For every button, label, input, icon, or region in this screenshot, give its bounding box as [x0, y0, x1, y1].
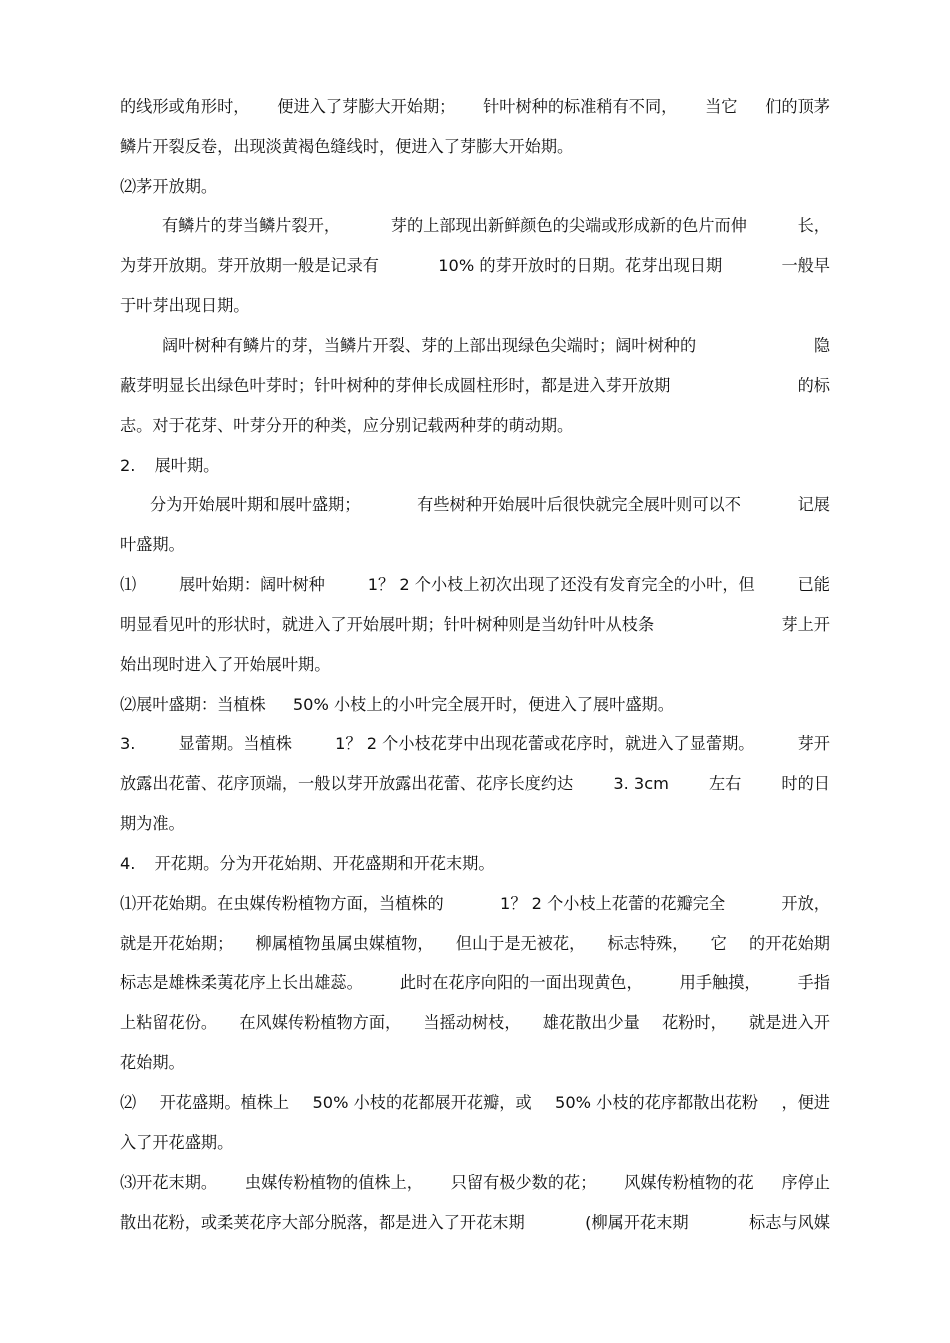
- text-segment: 隐: [813, 336, 830, 355]
- text-segment: 蔽芽明显长出绿色叶芽时；针叶树种的芽伸长成圆柱形时，都是进入芽开放期: [120, 376, 671, 395]
- text-segment: 但山于是无被花，: [455, 934, 586, 953]
- text-line: [120, 650, 830, 680]
- text-line: [120, 1008, 830, 1038]
- text-line: [120, 690, 830, 720]
- text-segment: 50% 小枝上的小叶完全展开时，便进入了展叶盛期。: [292, 695, 674, 714]
- text-segment: 有鳞片的芽当鳞片裂开，: [162, 216, 341, 235]
- text-segment: 开花盛期。植株上: [159, 1093, 290, 1112]
- text-line: [120, 889, 830, 919]
- text-segment: 芽开: [797, 734, 830, 753]
- text-segment: 50% 小枝的花都展开花瓣，或: [312, 1093, 532, 1112]
- text-segment: 上粘留花份。: [120, 1013, 218, 1032]
- text-segment: 时的日: [781, 774, 830, 793]
- text-segment: 鳞片开裂反卷，出现淡黄褐色缝线时，便进入了芽膨大开始期。: [120, 137, 574, 156]
- text-segment: 便进入了芽膨大开始期；: [277, 97, 456, 116]
- text-segment: ⑵: [120, 1093, 137, 1112]
- text-line: [120, 729, 830, 759]
- text-segment: 长，: [797, 216, 830, 235]
- text-line: [120, 570, 830, 600]
- text-line: [120, 251, 830, 281]
- text-segment: 的开花始期: [749, 934, 830, 953]
- section-number: 4.: [120, 854, 136, 873]
- text-segment: 一般早: [781, 256, 830, 275]
- text-segment: 叶盛期。: [120, 535, 185, 554]
- text-line: [120, 929, 830, 959]
- text-line: [120, 1128, 830, 1158]
- text-segment: 10% 的芽开放时的日期。花芽出现日期: [438, 256, 723, 275]
- text-segment: 手指: [797, 973, 830, 992]
- text-segment: 入了开花盛期。: [120, 1133, 234, 1152]
- text-segment: 有些树种开始展叶后很快就完全展叶则可以不: [417, 495, 741, 514]
- text-segment: 已能: [797, 575, 830, 594]
- text-line: [120, 291, 830, 321]
- text-segment: 显蕾期。当植株: [178, 734, 292, 753]
- text-line: [120, 1088, 830, 1118]
- text-segment: 开放，: [781, 894, 830, 913]
- section-number: 3.: [120, 734, 136, 753]
- text-segment: 1？ 2 个小枝花芽中出现花蕾或花序时，就进入了显蕾期。: [335, 734, 755, 753]
- text-line: [120, 530, 830, 560]
- text-segment: 的标: [797, 376, 830, 395]
- text-segment: 展叶始期：阔叶树种: [179, 575, 325, 594]
- text-segment: 3. 3cm: [613, 774, 669, 793]
- text-segment: 风媒传粉植物的花: [624, 1173, 754, 1192]
- text-segment: 就是开花始期；: [120, 934, 234, 953]
- text-line: [120, 92, 830, 122]
- text-segment: 始出现时进入了开始展叶期。: [120, 655, 331, 674]
- text-segment: 雄花散出少量: [542, 1013, 640, 1032]
- text-segment: 标志是雄株柔荑花序上长出雄蕊。: [120, 973, 363, 992]
- text-segment: ⑴开花始期。在虫媒传粉植物方面，当植株的: [120, 894, 444, 913]
- text-segment: ⑴: [120, 575, 137, 594]
- text-segment: 1？ 2 个小枝上花蕾的花瓣完全: [500, 894, 726, 913]
- text-line: [120, 1168, 830, 1198]
- text-segment: 50% 小枝的花序都散出花粉: [555, 1093, 759, 1112]
- text-line: [120, 769, 830, 799]
- text-line: [120, 610, 830, 640]
- text-segment: 散出花粉，或柔荚花序大部分脱落，都是进入了开花末期: [120, 1213, 525, 1232]
- section-heading: [120, 849, 830, 879]
- text-segment: 开花期。分为开花始期、开花盛期和开花末期。: [154, 854, 495, 873]
- text-line: [162, 331, 830, 361]
- text-segment: 们的顶茅: [765, 97, 830, 116]
- text-line: [120, 1208, 830, 1238]
- text-segment: 左右: [708, 774, 742, 793]
- text-segment: 记展: [797, 495, 830, 514]
- text-segment: 在风媒传粉植物方面，: [239, 1013, 402, 1032]
- text-line: [150, 490, 830, 520]
- text-segment: 标志特殊，: [607, 934, 689, 953]
- text-segment: 花粉时，: [662, 1013, 727, 1032]
- text-segment: 为芽开放期。芽开放期一般是记录有: [120, 256, 379, 275]
- text-segment: 志。对于花芽、叶芽分开的种类，应分别记载两种芽的萌动期。: [120, 416, 574, 435]
- text-segment: 放露出花蕾、花序顶端，一般以芽开放露出花蕾、花序长度约达: [120, 774, 574, 793]
- text-segment: 它: [710, 934, 727, 953]
- text-segment: 当它: [705, 97, 738, 116]
- text-segment: 此时在花序向阳的一面出现黄色，: [399, 973, 643, 992]
- text-segment: 明显看见叶的形状时，就进入了开始展叶期；针叶树种则是当幼针叶从枝条: [120, 615, 655, 634]
- text-segment: 阔叶树种有鳞片的芽，当鳞片开裂、芽的上部出现绿色尖端时；阔叶树种的: [162, 336, 697, 355]
- text-segment: 针叶树种的标准稍有不同，: [483, 97, 678, 116]
- text-segment: 芽的上部现出新鲜颜色的尖端或形成新的色片而伸: [390, 216, 747, 235]
- text-segment: 分为开始展叶期和展叶盛期；: [150, 495, 361, 514]
- text-line: [120, 411, 830, 441]
- text-segment: ⑵展叶盛期：当植株: [120, 695, 266, 714]
- text-segment: 用手触摸，: [679, 973, 761, 992]
- text-segment: 标志与风媒: [749, 1213, 830, 1232]
- section-number: 2.: [120, 456, 136, 475]
- text-segment: 序停止: [781, 1173, 830, 1192]
- text-segment: 当摇动树枝，: [423, 1013, 521, 1032]
- text-segment: 就是进入开: [749, 1013, 830, 1032]
- text-line: [162, 211, 830, 241]
- text-segment: ⑶开花末期。: [120, 1173, 218, 1192]
- text-segment: 于叶芽出现日期。: [120, 296, 250, 315]
- text-segment: 展叶期。: [154, 456, 220, 475]
- text-segment: 的线形或角形时，: [120, 97, 250, 116]
- section-heading: [120, 172, 830, 202]
- text-line: [120, 968, 830, 998]
- section-heading: [120, 451, 830, 481]
- text-segment: 柳属植物虽属虫媒植物，: [255, 934, 434, 953]
- text-line: [120, 371, 830, 401]
- text-segment: 只留有极少数的花；: [450, 1173, 597, 1192]
- text-segment: 期为准。: [120, 814, 185, 833]
- text-segment: ⑵茅开放期。: [120, 177, 218, 196]
- text-line: [120, 1048, 830, 1078]
- text-segment: 花始期。: [120, 1053, 185, 1072]
- text-line: [120, 809, 830, 839]
- text-segment: 虫媒传粉植物的值株上，: [244, 1173, 423, 1192]
- text-segment: 1？ 2 个小枝上初次出现了还没有发育完全的小叶，但: [367, 575, 755, 594]
- text-segment: ，便进: [781, 1093, 830, 1112]
- text-line: [120, 132, 830, 162]
- text-segment: (柳属开花末期: [585, 1213, 689, 1232]
- text-segment: 芽上开: [781, 615, 830, 634]
